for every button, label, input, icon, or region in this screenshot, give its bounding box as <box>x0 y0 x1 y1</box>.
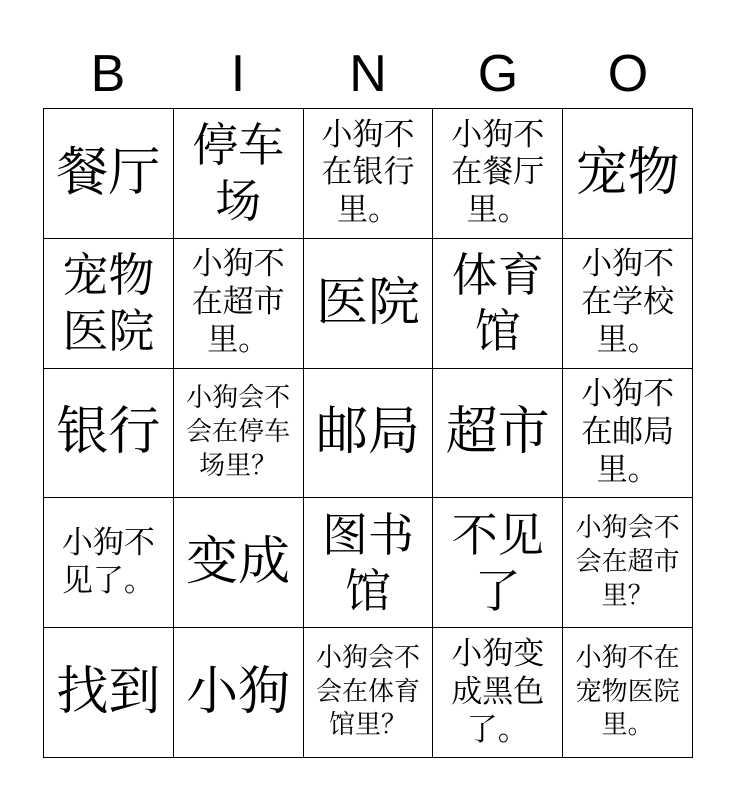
cell-text: 小狗 <box>186 661 291 722</box>
cell-text: 小狗不在邮局里。 <box>581 376 675 488</box>
bingo-cell[interactable] <box>304 498 434 628</box>
bingo-cell[interactable] <box>174 628 304 758</box>
bingo-cell[interactable] <box>304 109 434 239</box>
header-letter-b: B <box>90 45 126 103</box>
bingo-cell[interactable] <box>433 369 563 499</box>
cell-text: 体育馆 <box>451 248 544 359</box>
cell-text: 医院 <box>315 272 420 333</box>
bingo-cell[interactable] <box>174 109 304 239</box>
cell-text: 小狗不在宠物医院里。 <box>575 642 680 741</box>
bingo-grid <box>43 108 693 758</box>
cell-text: 停车场 <box>192 118 285 229</box>
bingo-cell[interactable] <box>304 239 434 369</box>
cell-text: 图书馆 <box>321 507 414 618</box>
cell-text: 小狗不在银行里。 <box>321 116 415 229</box>
cell-text: 小狗会不会在体育馆里？ <box>315 642 420 741</box>
bingo-cell[interactable] <box>433 109 563 239</box>
cell-text: 找到 <box>56 661 161 722</box>
cell-text: 宠物医院 <box>62 248 155 359</box>
bingo-cell[interactable] <box>174 369 304 499</box>
cell-text: 不见了 <box>451 507 544 618</box>
bingo-cell[interactable] <box>433 239 563 369</box>
bingo-cell[interactable] <box>563 369 693 499</box>
bingo-cell[interactable] <box>563 498 693 628</box>
cell-text: 小狗不见了。 <box>61 524 155 599</box>
cell-text: 超市 <box>445 402 550 463</box>
cell-text: 小狗不在餐厅里。 <box>451 116 545 229</box>
cell-text: 邮局 <box>315 402 420 463</box>
bingo-cell[interactable] <box>563 239 693 369</box>
cell-text: 宠物 <box>575 142 680 203</box>
header-letter-o: O <box>607 45 649 103</box>
bingo-cell[interactable] <box>174 239 304 369</box>
header-letter-i: I <box>230 45 246 103</box>
bingo-cell[interactable] <box>563 628 693 758</box>
bingo-cell[interactable] <box>304 369 434 499</box>
bingo-cell[interactable] <box>433 498 563 628</box>
cell-text: 小狗变成黑色了。 <box>451 635 545 748</box>
header-letter-n: N <box>349 45 387 103</box>
header-letter-g: G <box>477 45 519 103</box>
bingo-cell[interactable] <box>433 628 563 758</box>
cell-text: 变成 <box>186 532 291 593</box>
bingo-cell[interactable] <box>174 498 304 628</box>
bingo-cell[interactable] <box>304 628 434 758</box>
bingo-cell[interactable] <box>44 109 174 239</box>
bingo-cell[interactable] <box>44 498 174 628</box>
bingo-cell[interactable] <box>44 628 174 758</box>
cell-text: 小狗不在超市里。 <box>191 246 285 359</box>
cell-text: 银行 <box>56 402 161 463</box>
bingo-cell[interactable] <box>44 369 174 499</box>
cell-text: 餐厅 <box>56 142 161 203</box>
cell-text: 小狗会不会在超市里？ <box>575 513 680 611</box>
cell-text: 小狗不在学校里。 <box>581 246 675 359</box>
bingo-cell[interactable] <box>44 239 174 369</box>
bingo-cell[interactable] <box>563 109 693 239</box>
cell-text: 小狗会不会在停车场里？ <box>186 383 291 481</box>
bingo-header <box>43 40 693 108</box>
